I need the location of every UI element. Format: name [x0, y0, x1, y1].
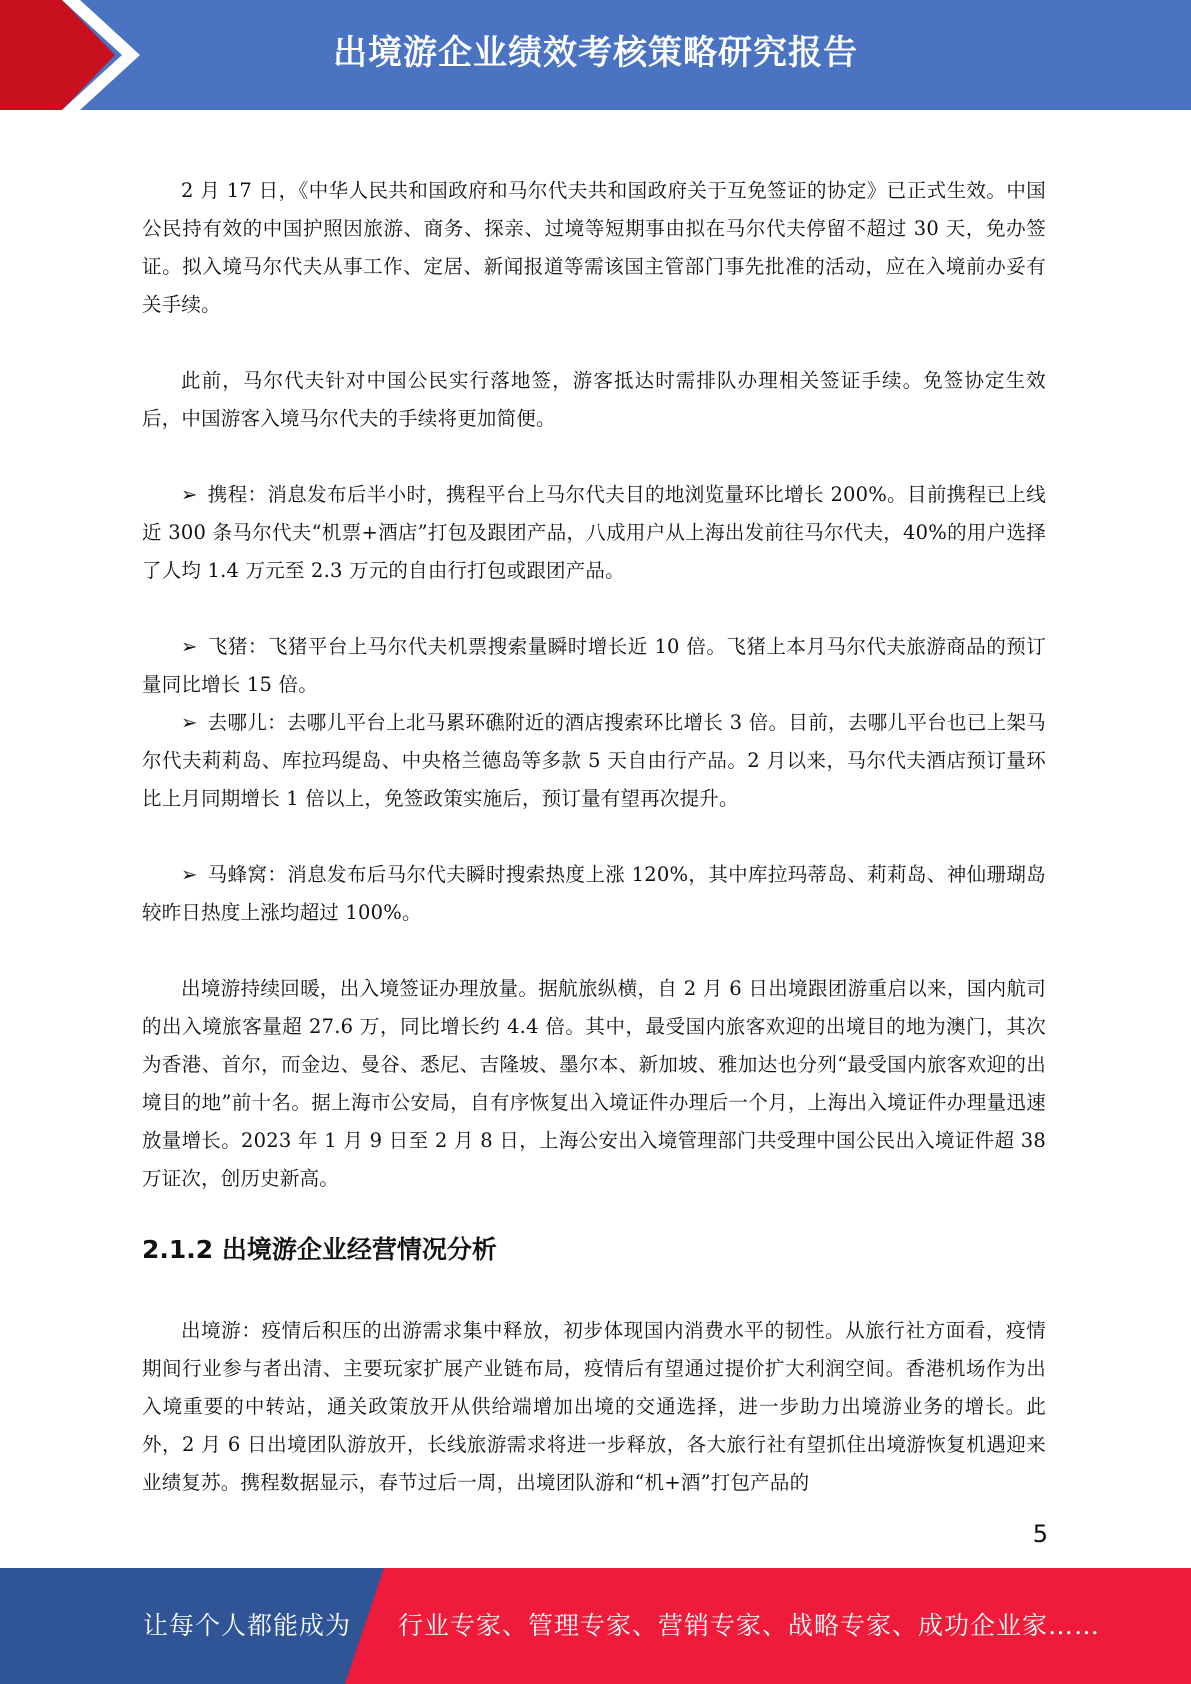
- bullet-mafengwo-text: 马蜂窝：消息发布后马尔代夫瞬时搜索热度上涨 120%，其中库拉玛蒂岛、莉莉岛、神仙珊瑚岛较昨日热度上涨均超过 100%。: [142, 863, 1046, 924]
- page-content: [142, 172, 1046, 1502]
- paragraph-outbound-analysis: 出境游：疫情后积压的出游需求集中释放，初步体现国内消费水平的韧性。从旅行社方面看，疫情期间行业参与者出清、主要玩家扩展产业链布局，疫情后有望通过提价扩大利润空间。香港机场作为出入境重要的中转站，通关政策放开从供给端增加出境的交通选择，进一步助力出境游业务的增长。此外，2 月 6 日出境团队游放开，长线旅游需求将进一步释放，各大旅行社有望抓住出境游恢复机遇迎来业绩复苏。携程数据显示，春节过后一周，出境团队游和“机+酒”打包产品的: [142, 1319, 1046, 1494]
- section-heading: 2.1.2 出境游企业经营情况分析: [142, 1235, 497, 1264]
- paragraph-visa-agreement: 2 月 17 日，《中华人民共和国政府和马尔代夫共和国政府关于互免签证的协定》已正式生效。中国公民持有效的中国护照因旅游、商务、探亲、过境等短期事由拟在马尔代夫停留不超过 30 天，免办签证。拟入境马尔代夫从事工作、定居、新闻报道等需该国主管部门事先批准的活动，应在入境前办妥有关手续。: [142, 179, 1046, 316]
- bullet-ctrip-text: 携程：消息发布后半小时，携程平台上马尔代夫目的地浏览量环比增长 200%。目前携程已上线近 300 条马尔代夫“机票+酒店”打包及跟团产品，八成用户从上海出发前往马尔代夫，40%的用户选择了人均 1.4 万元至 2.3 万元的自由行打包或跟团产品。: [142, 483, 1046, 582]
- report-title: 出境游企业绩效考核策略研究报告: [333, 33, 858, 73]
- page-number: 5: [1032, 1520, 1048, 1548]
- paragraph-outbound-recovery: 出境游持续回暖，出入境签证办理放量。据航旅纵横，自 2 月 6 日出境跟团游重启以来，国内航司的出入境旅客量超 27.6 万，同比增长约 4.4 倍。其中，最受国内旅客欢迎的出境目的地为澳门，其次为香港、首尔，而金边、曼谷、悉尼、吉隆坡、墨尔本、新加坡、雅加达也分列“最受国内旅客欢迎的出境目的地”前十名。据上海市公安局，自有序恢复出入境证件办理后一个月，上海出入境证件办理量迅速放量增长。2023 年 1 月 9 日至 2 月 8 日，上海公安出入境管理部门共受理中国公民出入境证件超 38 万证次，创历史新高。: [142, 977, 1046, 1190]
- arrow-bullet-icon: ➢: [181, 863, 198, 886]
- bullet-mafengwo: [142, 856, 1046, 932]
- page-header: [0, 0, 1191, 110]
- paragraph-landing-visa: 此前，马尔代夫针对中国公民实行落地签，游客抵达时需排队办理相关签证手续。免签协定生效后，中国游客入境马尔代夫的手续将更加简便。: [142, 369, 1046, 430]
- bullet-fliggy: [142, 628, 1046, 704]
- page-footer: [0, 1568, 1191, 1684]
- footer-slogan-right: 行业专家、管理专家、营销专家、战略专家、成功企业家……: [398, 1611, 1101, 1640]
- bullet-qunar: [142, 704, 1046, 818]
- bullet-qunar-text: 去哪儿：去哪儿平台上北马累环礁附近的酒店搜索环比增长 3 倍。目前，去哪儿平台也已上架马尔代夫莉莉岛、库拉玛缇岛、中央格兰德岛等多款 5 天自由行产品。2 月以来，马尔代夫酒店预订量环比上月同期增长 1 倍以上，免签政策实施后，预订量有望再次提升。: [142, 711, 1046, 810]
- arrow-bullet-icon: ➢: [181, 635, 198, 658]
- arrow-bullet-icon: ➢: [181, 711, 198, 734]
- footer-slogan-left: 让每个人都能成为: [143, 1611, 352, 1640]
- header-arrow-decoration: [0, 0, 150, 110]
- bullet-ctrip: [142, 476, 1046, 590]
- bullet-fliggy-text: 飞猪：飞猪平台上马尔代夫机票搜索量瞬时增长近 10 倍。飞猪上本月马尔代夫旅游商品的预订量同比增长 15 倍。: [142, 635, 1046, 696]
- arrow-bullet-icon: ➢: [181, 483, 198, 506]
